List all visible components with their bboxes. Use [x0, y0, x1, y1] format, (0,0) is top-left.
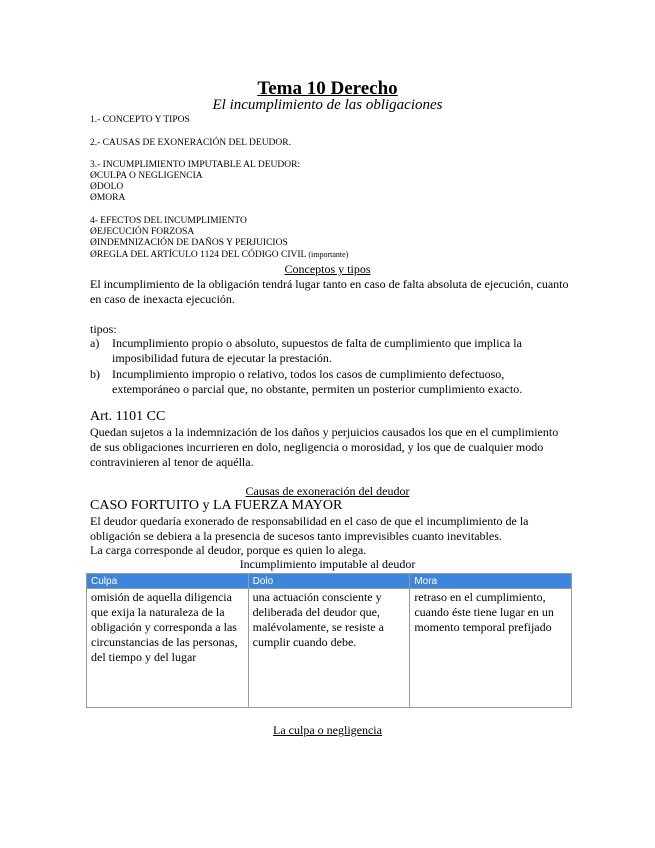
paragraph-carga: La carga corresponde al deudor, porque es quien lo alega. [90, 543, 367, 557]
section-heading-culpa: La culpa o negligencia [273, 723, 382, 737]
section-heading-conceptos: Conceptos y tipos [284, 262, 371, 276]
toc-regla-note: (importante) [308, 250, 349, 259]
imputable-table [86, 573, 572, 708]
page-subtitle: El incumplimiento de las obligaciones [212, 97, 443, 113]
table-row [87, 589, 572, 708]
paragraph-exoneracion: El deudor quedaría exonerado de responsabilidad en el caso de que el incumplimiento de la obligación se debiera a la presencia de sucesos tanto imprevisibles cuanto inevitables. [90, 514, 529, 543]
toc-regla-text: ØREGLA DEL ARTÍCULO 1124 DEL CÓDIGO CIVIL [90, 250, 306, 260]
table-header-dolo: Dolo [248, 574, 410, 589]
toc-item-4-sub-ejecucion: ØEJECUCIÓN FORZOSA [90, 227, 195, 237]
toc-item-3-sub-culpa: ØCULPA O NEGLIGENCIA [90, 171, 203, 181]
article-reference: Art. 1101 CC [90, 409, 166, 424]
toc-item-2: 2.- CAUSAS DE EXONERACIÓN DEL DEUDOR. [90, 138, 291, 148]
table-cell-mora: retraso en el cumplimiento, cuando éste tiene lugar en un momento temporal prefijado [410, 589, 572, 708]
paragraph-intro: El incumplimiento de la obligación tendrá lugar tanto en caso de falta absoluta de ejecución, cuanto en caso de inexacta ejecución. [90, 277, 569, 306]
list-item-text: Incumplimiento propio o absoluto, supuestos de falta de cumplimiento que implica la imposibilidad futura de ejecutar la prestación. [112, 336, 522, 365]
subheading-caso-fortuito: CASO FORTUITO y LA FUERZA MAYOR [90, 498, 343, 513]
table-header-row [87, 574, 572, 589]
page-title: Tema 10 Derecho [257, 78, 398, 99]
list-item-text: Incumplimiento impropio o relativo, todos los casos de cumplimiento defectuoso, extemporáneo o parcial que, no obstante, permiten un posterior cumplimiento exacto. [112, 367, 523, 396]
section-heading-incumplimiento: Incumplimiento imputable al deudor [239, 557, 416, 571]
table-cell-culpa: omisión de aquella diligencia que exija la naturaleza de la obligación y corresponda a las circunstancias de las personas, del tiempo y del lugar [87, 589, 249, 708]
toc-item-4-sub-indemnizacion: ØINDEMNIZACIÓN DE DAÑOS Y PERJUICIOS [90, 238, 288, 248]
toc-item-3-heading: 3.- INCUMPLIMIENTO IMPUTABLE AL DEUDOR: [90, 160, 301, 170]
toc-item-4-sub-regla [90, 249, 348, 261]
list-marker: b) [90, 367, 100, 381]
table-header-culpa: Culpa [87, 574, 249, 589]
table-cell-dolo: una actuación consciente y deliberada del deudor que, malévolamente, se resiste a cumplir cuando debe. [248, 589, 410, 708]
toc-item-4-heading: 4- EFECTOS DEL INCUMPLIMIENTO [90, 216, 247, 226]
section-heading-causas: Causas de exoneración del deudor [245, 484, 410, 498]
tipos-label: tipos: [90, 322, 117, 336]
toc-item-1: 1.- CONCEPTO Y TIPOS [90, 115, 190, 125]
toc-item-3-sub-mora: ØMORA [90, 193, 126, 203]
list-item [90, 336, 570, 366]
toc-item-3-sub-dolo: ØDOLO [90, 182, 124, 192]
list-marker: a) [90, 336, 100, 350]
table-header-mora: Mora [410, 574, 572, 589]
list-item [90, 367, 570, 397]
article-text: Quedan sujetos a la indemnización de los daños y perjuicios causados los que en el cumplimiento de sus obligaciones incurrieren en dolo, negligencia o morosidad, y los que de cualquier modo contravinieren al tenor de aquélla. [90, 425, 559, 469]
